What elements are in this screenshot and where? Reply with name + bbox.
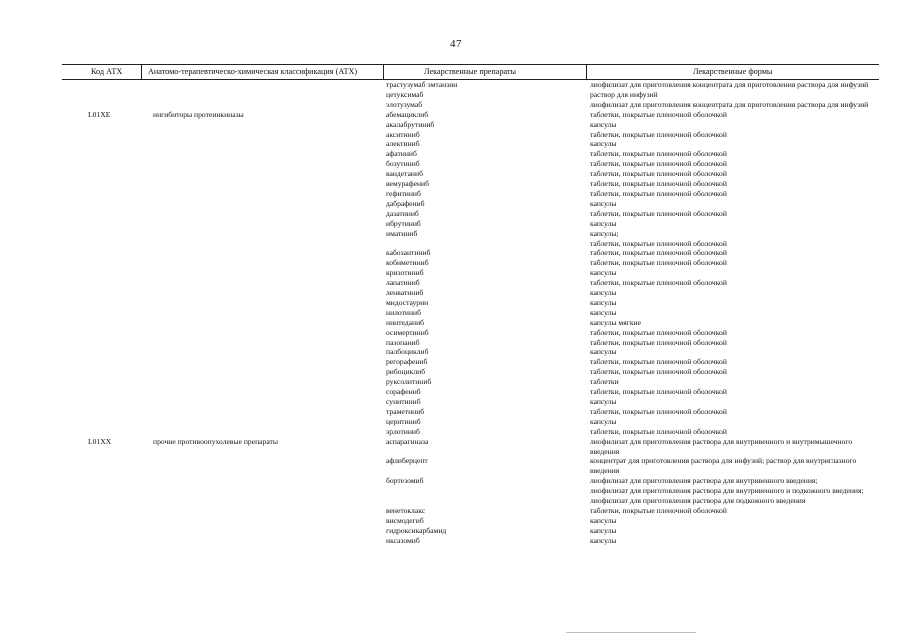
table-row: [62, 328, 879, 338]
table-row: [62, 338, 879, 348]
page-number: 47: [450, 38, 462, 50]
dosage-form: капсулы: [590, 139, 617, 149]
table-row: [62, 427, 879, 437]
dosage-form: капсулы: [590, 307, 617, 317]
dosage-form: капсулы: [590, 198, 617, 208]
dosage-form: капсулы: [590, 218, 617, 228]
table-row: [62, 387, 879, 397]
table-row: [62, 199, 879, 209]
drug-table: [62, 64, 879, 546]
drug-name: трастузумаб эмтанзин: [386, 80, 458, 89]
table-row: [62, 248, 879, 258]
drug-name: аспарагиназа: [386, 436, 429, 446]
table-row: [62, 90, 879, 100]
dosage-form: таблетки, покрытые пленочной оболочкой: [590, 238, 727, 248]
table-row: [62, 139, 879, 149]
table-row: [62, 318, 879, 328]
dosage-form: лиофилизат для приготовления раствора для подкожного введения: [590, 496, 806, 506]
table-row: [62, 496, 879, 506]
scan-artifact: [566, 632, 696, 633]
drug-name: сунитиниб: [386, 397, 421, 406]
dosage-form: таблетки, покрытые пленочной оболочкой: [590, 109, 727, 119]
drug-name: бортезомиб: [386, 476, 424, 486]
drug-name: дазатиниб: [386, 208, 419, 218]
dosage-form: таблетки, покрытые пленочной оболочкой: [590, 357, 727, 367]
drug-name: цетуксимаб: [386, 89, 424, 99]
drug-name: вандетаниб: [386, 169, 423, 179]
drug-name: осимертиниб: [386, 327, 429, 337]
drug-name: кабозантиниб: [386, 248, 431, 258]
dosage-form: капсулы мягкие: [590, 317, 641, 327]
drug-name: руксолитиниб: [386, 377, 432, 387]
dosage-form: лиофилизат для приготовления раствора для внутривенного и внутримышечного введения: [590, 436, 853, 456]
drug-name: афлиберцепт: [386, 456, 428, 466]
table-row: [62, 110, 879, 120]
drug-name: рибоциклиб: [386, 367, 426, 377]
table-row: [62, 486, 879, 496]
drug-name: лапатиниб: [386, 278, 420, 288]
dosage-form: таблетки, покрытые пленочной оболочкой: [590, 505, 727, 515]
table-row: [62, 357, 879, 367]
drug-name: гефитиниб: [386, 188, 421, 198]
table-header: [62, 64, 879, 80]
header-code: Код АТХ: [91, 67, 123, 76]
drug-name: гидроксикарбамид: [386, 525, 447, 535]
drug-name: бозутиниб: [386, 159, 420, 169]
table-row: [62, 268, 879, 278]
drug-name: сорафениб: [386, 387, 421, 397]
table-row: [62, 308, 879, 318]
dosage-form: таблетки, покрытые пленочной оболочкой: [590, 327, 727, 337]
table-row: [62, 239, 879, 249]
dosage-form: таблетки, покрытые пленочной оболочкой: [590, 169, 727, 179]
dosage-form: таблетки, покрытые пленочной оболочкой: [590, 179, 727, 189]
table-row: [62, 189, 879, 199]
table-row: [62, 506, 879, 516]
table-row: [62, 377, 879, 387]
dosage-form: таблетки, покрытые пленочной оболочкой: [590, 129, 727, 139]
table-row: [62, 169, 879, 179]
dosage-form: капсулы: [590, 288, 617, 298]
table-row: [62, 536, 879, 546]
dosage-form: капсулы: [590, 347, 617, 357]
drug-name: кризотиниб: [386, 268, 424, 278]
table-row: [62, 476, 879, 486]
table-row: [62, 437, 879, 457]
dosage-form: таблетки: [590, 377, 619, 387]
drug-name: палбоциклиб: [386, 347, 429, 357]
table-row: [62, 149, 879, 159]
dosage-form: таблетки, покрытые пленочной оболочкой: [590, 337, 727, 347]
table-row: [62, 219, 879, 229]
header-divider: [383, 65, 384, 79]
drug-name: венетоклакс: [386, 505, 426, 515]
header-divider: [586, 65, 587, 79]
drug-name: вемурафениб: [386, 179, 429, 189]
drug-name: иксазомиб: [386, 535, 420, 545]
table-row: [62, 179, 879, 189]
dosage-form: таблетки, покрытые пленочной оболочкой: [590, 258, 727, 268]
header-drugs: Лекарственные препараты: [424, 67, 517, 76]
dosage-form: капсулы: [590, 119, 617, 129]
drug-name: ибрутиниб: [386, 218, 421, 228]
drug-name: нилотиниб: [386, 307, 421, 317]
dosage-form: таблетки, покрытые пленочной оболочкой: [590, 159, 727, 169]
dosage-form: таблетки, покрытые пленочной оболочкой: [590, 426, 727, 436]
table-row: [62, 407, 879, 417]
table-row: [62, 229, 879, 239]
drug-name: акситиниб: [386, 129, 420, 139]
drug-name: абемациклиб: [386, 109, 429, 119]
atc-code: L01XX: [88, 436, 112, 446]
drug-name: элотузумаб: [386, 99, 423, 109]
table-row: [62, 417, 879, 427]
table-row: [62, 456, 879, 476]
dosage-form: капсулы: [590, 297, 617, 307]
dosage-form: капсулы: [590, 268, 617, 278]
atc-code: L01XE: [88, 109, 111, 119]
table-row: [62, 120, 879, 130]
table-row: [62, 100, 879, 110]
table-row: [62, 347, 879, 357]
atc-class: прочие противоопухолевые препараты: [153, 436, 278, 446]
drug-name: регорафениб: [386, 357, 428, 367]
dosage-form: капсулы: [590, 416, 617, 426]
table-row: [62, 278, 879, 288]
table-row: [62, 209, 879, 219]
table-body: [62, 80, 879, 546]
drug-name: кобиметиниб: [386, 258, 429, 268]
drug-name: мидостаурин: [386, 297, 429, 307]
table-row: [62, 516, 879, 526]
dosage-form: таблетки, покрытые пленочной оболочкой: [590, 188, 727, 198]
drug-name: траметиниб: [386, 406, 425, 416]
drug-name: церитиниб: [386, 416, 421, 426]
header-forms: Лекарственные формы: [693, 67, 773, 76]
table-row: [62, 130, 879, 140]
dosage-form: таблетки, покрытые пленочной оболочкой: [590, 248, 727, 258]
drug-name: дабрафениб: [386, 198, 425, 208]
dosage-form: капсулы: [590, 535, 617, 545]
dosage-form: таблетки, покрытые пленочной оболочкой: [590, 208, 727, 218]
dosage-form: капсулы: [590, 515, 617, 525]
table-row: [62, 159, 879, 169]
dosage-form: раствор для инфузий: [590, 89, 658, 99]
header-divider: [141, 65, 142, 79]
drug-name: иматиниб: [386, 228, 418, 238]
drug-name: эрлотиниб: [386, 426, 420, 436]
table-row: [62, 526, 879, 536]
dosage-form: таблетки, покрытые пленочной оболочкой: [590, 367, 727, 377]
dosage-form: лиофилизат для приготовления концентрата для приготовления раствора для инфузий: [590, 99, 869, 109]
dosage-form: капсулы: [590, 525, 617, 535]
dosage-form: лиофилизат для приготовления концентрата для приготовления раствора для инфузий: [590, 80, 869, 89]
drug-name: афатиниб: [386, 149, 417, 159]
table-row: [62, 397, 879, 407]
table-row: [62, 80, 879, 90]
drug-name: пазопаниб: [386, 337, 420, 347]
drug-name: акалабрутиниб: [386, 119, 435, 129]
dosage-form: капсулы: [590, 397, 617, 406]
dosage-form: лиофилизат для приготовления раствора для внутривенного введения;: [590, 476, 818, 486]
dosage-form: таблетки, покрытые пленочной оболочкой: [590, 387, 727, 397]
dosage-form: таблетки, покрытые пленочной оболочкой: [590, 278, 727, 288]
dosage-form: концентрат для приготовления раствора для инфузий; раствор для внутриглазного введения: [590, 456, 857, 476]
drug-name: висмодегиб: [386, 515, 424, 525]
table-row: [62, 258, 879, 268]
drug-name: нинтеданиб: [386, 317, 425, 327]
dosage-form: лиофилизат для приготовления раствора для внутривенного и подкожного введения;: [590, 486, 864, 496]
drug-name: алектиниб: [386, 139, 420, 149]
table-row: [62, 288, 879, 298]
dosage-form: капсулы;: [590, 228, 619, 238]
dosage-form: таблетки, покрытые пленочной оболочкой: [590, 406, 727, 416]
dosage-form: таблетки, покрытые пленочной оболочкой: [590, 149, 727, 159]
header-class: Анатомо-терапевтическо-химическая классификация (АТХ): [148, 67, 358, 76]
drug-name: ленватиниб: [386, 288, 424, 298]
table-row: [62, 298, 879, 308]
table-row: [62, 367, 879, 377]
atc-class: ингибиторы протеинкиназы: [153, 109, 244, 119]
